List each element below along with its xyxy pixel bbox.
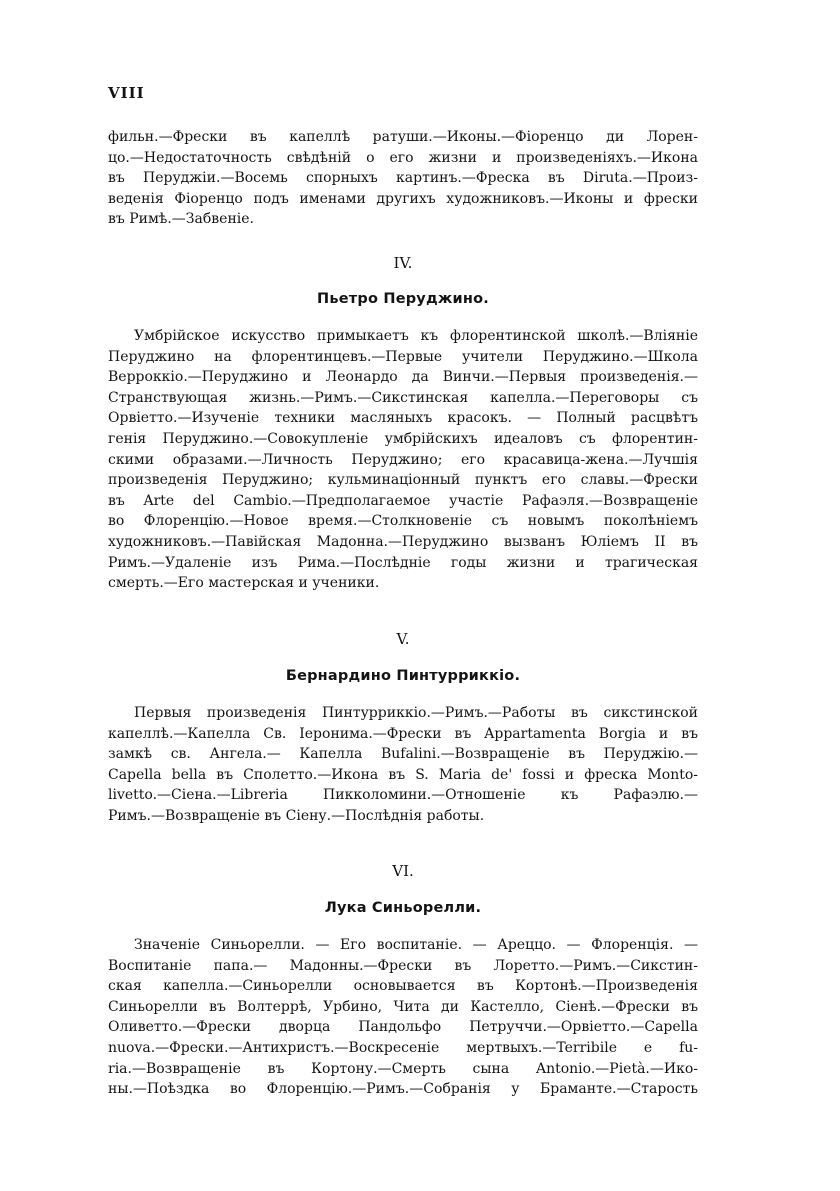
text-line: Римъ.—Удаленіе изъ Рима.—Послѣдніе годы жизни и трагическая [108, 554, 698, 571]
page-number: VIII [108, 84, 145, 102]
section-paragraph-signorelli [108, 935, 698, 1100]
text-line: Первыя произведенія Пинтурриккіо.—Римъ.—Работы въ сикстинской [134, 705, 698, 721]
text-line: Capella bella въ Сполетто.—Икона въ S. Maria de' fossi и фреска Monto- [108, 766, 698, 783]
text-line: Римъ.—Возвращеніе въ Сіену.—Послѣднія работы. [108, 807, 485, 824]
text-line: во Флоренцію.—Новое время.—Столкновеніе съ новымъ поколѣніемъ [108, 513, 698, 530]
text-line: въ Arte del Cambio.—Предполагаемое участіе Рафаэля.—Возвращеніе [108, 492, 698, 509]
text-line: генія Перуджино.—Совокупленіе умбрійскихъ идеаловъ съ флорентин- [108, 430, 698, 447]
intro-paragraph [108, 127, 698, 230]
section-paragraph-pinturicchio [108, 703, 698, 827]
text-line: Верроккіо.—Перуджино и Леонардо да Винчи.—Первыя произведенія.— [108, 369, 698, 386]
text-line: цо.—Недостаточность свѣдѣній о его жизни и произведеніяхъ.—Икона [108, 149, 698, 166]
section-numeral-v: V. [396, 630, 410, 648]
text-line: Умбрійское искусство примыкаетъ къ флорентинской школѣ.—Вліяніе [134, 328, 698, 344]
section-title-signorelli: Лука Синьорелли. [324, 900, 482, 916]
text-line: ria.—Возвращеніе въ Кортону.—Смерть сына Antonio.—Pietà.—Ико- [108, 1060, 698, 1077]
text-line: замкѣ св. Ангела.— Капелла Bufalini.—Возвращеніе въ Перуджію.— [108, 746, 698, 763]
text-line: Перуджино на флорентинцевъ.—Первые учители Перуджино.—Школа [108, 348, 698, 365]
text-line: ская капелла.—Синьорелли основывается въ Кортонѣ.—Произведенія [108, 978, 698, 995]
section-numeral-vi: VI. [392, 862, 414, 880]
text-line: Оливетто.—Фрески дворца Пандольфо Петруччи.—Орвіетто.—Capella [108, 1019, 698, 1036]
text-line: веденія Фіоренцо подъ именами другихъ художниковъ.—Иконы и фрески [108, 190, 698, 207]
text-line: Странствующая жизнь.—Римъ.—Сикстинская капелла.—Переговоры съ [108, 389, 698, 406]
text-line: въ Перуджіи.—Восемь спорныхъ картинъ.—Фреска въ Diruta.—Произ- [108, 170, 698, 187]
text-line: Значеніе Синьорелли. — Его воспитаніе. — Ареццо. — Флоренція. — [134, 937, 698, 953]
text-line: въ Римѣ.—Забвеніе. [108, 211, 254, 228]
section-title-pinturicchio: Бернардино Пинтурриккіо. [285, 668, 521, 684]
text-line: nuova.—Фрески.—Антихристъ.—Воскресеніе мертвыхъ.—Terribile e fu- [108, 1039, 698, 1056]
section-title-perugino: Пьетро Перуджино. [317, 291, 489, 307]
text-line: скими образами.—Личность Перуджино; его красавица-жена.—Лучшія [108, 451, 698, 468]
text-line: Синьорелли въ Волтеррѣ, Урбино, Чита ди Кастелло, Сіенѣ.—Фрески въ [108, 998, 698, 1015]
text-line: произведенія Перуджино; кульминаціонный пунктъ его славы.—Фрески [108, 472, 698, 489]
text-line: капеллѣ.—Капелла Св. Іеронима.—Фрески въ Appartamenta Borgia и въ [108, 725, 698, 742]
section-numeral-iv: IV. [393, 254, 413, 272]
text-line: Воспитаніе папа.— Мадонны.—Фрески въ Лоретто.—Римъ.—Сикстин- [108, 957, 698, 974]
text-line: livetto.—Сіена.—Libreria Пикколомини.—Отношеніе къ Рафаэлю.— [108, 787, 698, 804]
section-paragraph-perugino [108, 326, 698, 594]
text-line: фильн.—Фрески въ капеллѣ ратуши.—Иконы.—Фіоренцо ди Лорен- [108, 129, 698, 145]
text-line: Орвіетто.—Изученіе техники масляныхъ красокъ. — Полный расцвѣтъ [108, 410, 698, 427]
text-line: смерть.—Его мастерская и ученики. [108, 575, 380, 592]
text-line: художниковъ.—Павійская Мадонна.—Перуджино вызванъ Юліемъ II въ [108, 533, 698, 550]
text-line: ны.—Поѣздка во Флоренцію.—Римъ.—Собранія у Браманте.—Старость [108, 1081, 698, 1098]
